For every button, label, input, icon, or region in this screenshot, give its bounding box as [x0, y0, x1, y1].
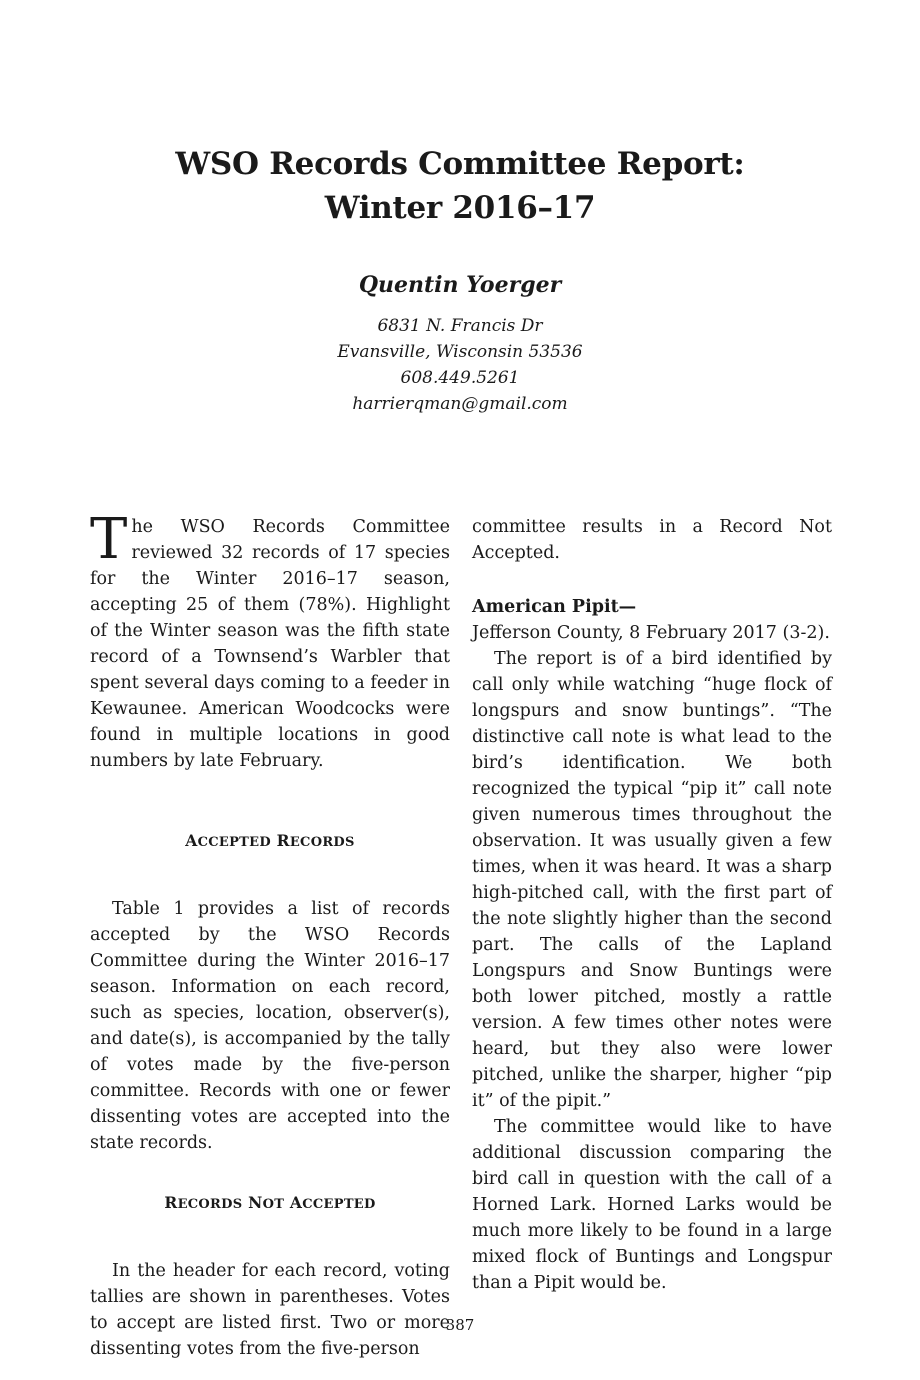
accepted-records-heading: ACCEPTED RECORDS — [185, 831, 355, 850]
title-line-1: WSO Records Committee Report: — [175, 146, 745, 182]
right-column — [472, 514, 832, 1296]
record-species-heading: American Pipit— — [472, 597, 637, 617]
records-not-accepted-continued: committee results in a Record Not Accepted. — [472, 517, 832, 563]
intro-text: he WSO Records Committee reviewed 32 records of 17 species for the Winter 2016–17 season, accepting 25 of them (78%). Highlight of the Winter season was the fifth state record of a Townsend’s Warbler that spent several days coming to a feeder in Kewaunee. American Woodcocks were found in multiple locations in good numbers by late February. — [90, 517, 450, 771]
author-address — [0, 313, 920, 417]
intro-paragraph — [90, 507, 450, 774]
address-email: harrierqman@gmail.com — [352, 394, 568, 414]
record-description-paragraph: The report is of a bird identified by call only while watching “huge flock of longspurs and snow buntings”. “The distinctive call note is what lead to the bird’s identification. We both recognized the typical “pip it” call note given numerous times throughout the observation. It was usually given a few times, when it was heard. It was a sharp high-pitched call, with the first part of the note slightly higher than the second part. The calls of the Lapland Longspurs and Snow Buntings were both lower pitched, mostly a rattle version. A few times other notes were heard, but they also were lower pitched, unlike the sharper, higher “pip it” of the pipit.” — [472, 649, 832, 1111]
page-number: 387 — [445, 1316, 475, 1334]
records-not-accepted-paragraph: In the header for each record, voting tallies are shown in parentheses. Votes to accept are listed first. Two or more dissenting votes from the five-person — [90, 1261, 450, 1359]
drop-cap: T — [90, 507, 128, 572]
address-phone: 608.449.5261 — [400, 368, 520, 388]
committee-comment-paragraph: The committee would like to have additional discussion comparing the bird call in question with the call of a Horned Lark. Horned Larks would be much more likely to be found in a large mixed flock of Buntings and Longspur than a Pipit would be. — [472, 1117, 832, 1293]
records-not-accepted-heading: RECORDS NOT ACCEPTED — [164, 1193, 376, 1212]
left-column — [90, 507, 450, 1362]
record-location-date: Jefferson County, 8 February 2017 (3-2). — [472, 623, 830, 643]
address-street: 6831 N. Francis Dr — [377, 316, 543, 336]
author-name: Quentin Yoerger — [358, 272, 562, 298]
address-city: Evansville, Wisconsin 53536 — [337, 342, 583, 362]
article-title — [0, 142, 920, 230]
accepted-records-paragraph: Table 1 provides a list of records accepted by the WSO Records Committee during the Winter 2016–17 season. Information on each record, such as species, location, observer(s), and date(s), is accompanied by the tally of votes made by the five-person committee. Records with one or fewer dissenting votes are accepted into the state records. — [90, 899, 450, 1153]
title-line-2: Winter 2016–17 — [324, 190, 596, 226]
